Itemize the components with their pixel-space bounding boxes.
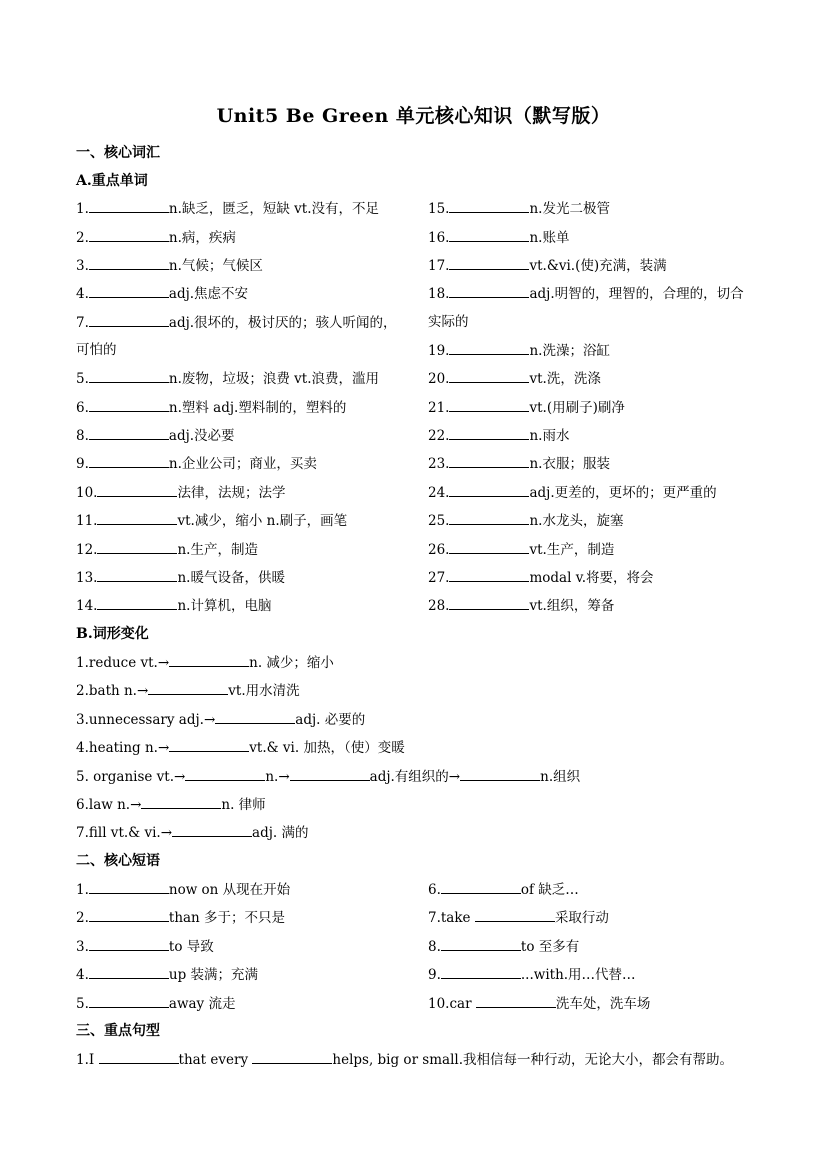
answer-blank[interactable] bbox=[89, 936, 169, 951]
list-item: 4.heating n.→ vt.& vi. 加热，（使）变暖 bbox=[76, 737, 405, 758]
answer-blank[interactable] bbox=[169, 737, 249, 752]
answer-blank[interactable] bbox=[215, 709, 295, 724]
list-item: 27. modal v.将要，将会 bbox=[428, 567, 654, 588]
page-title: Unit5 Be Green 单元核心知识（默写版） bbox=[216, 105, 611, 127]
list-item: 19. n.洗澡；浴缸 bbox=[428, 340, 610, 361]
answer-blank[interactable] bbox=[172, 822, 252, 837]
answer-blank[interactable] bbox=[441, 879, 521, 894]
answer-blank[interactable] bbox=[449, 368, 529, 383]
list-item: 13. n.暖气设备，供暖 bbox=[76, 567, 285, 588]
answer-blank[interactable] bbox=[449, 198, 529, 213]
answer-blank[interactable] bbox=[89, 397, 169, 412]
list-item: 12. n.生产，制造 bbox=[76, 539, 258, 560]
list-item: 5. away 流走 bbox=[76, 993, 235, 1014]
answer-blank[interactable] bbox=[89, 425, 169, 440]
answer-blank[interactable] bbox=[449, 425, 529, 440]
list-item: 2.bath n.→ vt.用水清洗 bbox=[76, 680, 300, 701]
list-item: 10. 法律，法规；法学 bbox=[76, 482, 285, 503]
answer-blank[interactable] bbox=[449, 567, 529, 582]
answer-blank[interactable] bbox=[476, 993, 556, 1008]
subsection-key-words: A.重点单词 bbox=[76, 173, 148, 189]
answer-blank[interactable] bbox=[89, 453, 169, 468]
answer-blank[interactable] bbox=[97, 595, 177, 610]
answer-blank[interactable] bbox=[449, 340, 529, 355]
answer-blank[interactable] bbox=[97, 567, 177, 582]
list-item: 9. ...with.用…代替… bbox=[428, 964, 636, 985]
answer-blank[interactable] bbox=[89, 312, 169, 327]
list-item: 25. n.水龙头，旋塞 bbox=[428, 510, 623, 531]
list-item: 11. vt.减少，缩小 n.刷子，画笔 bbox=[76, 510, 347, 531]
answer-blank[interactable] bbox=[460, 766, 540, 781]
list-item: 3. n.气候；气候区 bbox=[76, 255, 263, 276]
list-item: 5. n.废物，垃圾；浪费 vt.浪费，滥用 bbox=[76, 368, 379, 389]
list-item: 2. n.病，疾病 bbox=[76, 227, 236, 248]
list-item: 17. vt.&vi.(使)充满，装满 bbox=[428, 255, 667, 276]
answer-blank[interactable] bbox=[89, 368, 169, 383]
list-item: 7.take 采取行动 bbox=[428, 907, 609, 928]
list-item: 6. of 缺乏… bbox=[428, 879, 579, 900]
list-item: 2. than 多于；不只是 bbox=[76, 907, 285, 928]
list-item: 16. n.账单 bbox=[428, 227, 569, 248]
list-item: 14. n.计算机，电脑 bbox=[76, 595, 271, 616]
list-item: 4. adj.焦虑不安 bbox=[76, 283, 248, 304]
section-core-vocab: 一、核心词汇 bbox=[76, 145, 160, 161]
answer-blank[interactable] bbox=[449, 397, 529, 412]
answer-blank[interactable] bbox=[89, 879, 169, 894]
list-item: 21. vt.(用刷子)刷净 bbox=[428, 397, 625, 418]
list-item: 6.law n.→ n. 律师 bbox=[76, 794, 266, 815]
answer-blank[interactable] bbox=[89, 283, 169, 298]
list-item: 6. n.塑料 adj.塑料制的，塑料的 bbox=[76, 397, 346, 418]
list-item: 4. up 装满；充满 bbox=[76, 964, 258, 985]
answer-blank[interactable] bbox=[449, 283, 529, 298]
list-item: 15. n.发光二极管 bbox=[428, 198, 610, 219]
answer-blank[interactable] bbox=[89, 907, 169, 922]
subsection-word-forms: B.词形变化 bbox=[76, 626, 149, 642]
answer-blank[interactable] bbox=[89, 227, 169, 242]
answer-blank[interactable] bbox=[252, 1049, 332, 1064]
answer-blank[interactable] bbox=[449, 255, 529, 270]
answer-blank[interactable] bbox=[99, 1049, 179, 1064]
list-item: 7.fill vt.& vi.→ adj. 满的 bbox=[76, 822, 308, 843]
section-core-phrases: 二、核心短语 bbox=[76, 853, 160, 869]
list-item-continuation: 可怕的 bbox=[76, 342, 117, 358]
list-item: 23. n.衣服；服装 bbox=[428, 453, 610, 474]
list-item: 8. adj.没必要 bbox=[76, 425, 235, 446]
answer-blank[interactable] bbox=[441, 964, 521, 979]
answer-blank[interactable] bbox=[449, 539, 529, 554]
answer-blank[interactable] bbox=[97, 482, 177, 497]
answer-blank[interactable] bbox=[89, 198, 169, 213]
answer-blank[interactable] bbox=[148, 680, 228, 695]
list-item: 1. n.缺乏，匮乏，短缺 vt.没有，不足 bbox=[76, 198, 379, 219]
answer-blank[interactable] bbox=[185, 766, 265, 781]
answer-blank[interactable] bbox=[449, 595, 529, 610]
answer-blank[interactable] bbox=[169, 652, 249, 667]
list-item: 24. adj.更差的，更坏的；更严重的 bbox=[428, 482, 717, 503]
list-item: 28. vt.组织，筹备 bbox=[428, 595, 614, 616]
list-item: 1.reduce vt.→ n. 减少；缩小 bbox=[76, 652, 334, 673]
list-item: 10.car 洗车处，洗车场 bbox=[428, 993, 650, 1014]
list-item-continuation: 实际的 bbox=[428, 314, 469, 330]
answer-blank[interactable] bbox=[449, 227, 529, 242]
answer-blank[interactable] bbox=[89, 255, 169, 270]
list-item: 5. organise vt.→ n.→ adj.有组织的→ n.组织 bbox=[76, 766, 580, 787]
sentence-item: 1.I that every helps, big or small.我相信每一种行动，无论大小，都会有帮助。 bbox=[76, 1049, 733, 1070]
section-key-sentences: 三、重点句型 bbox=[76, 1023, 160, 1039]
list-item: 3. to 导致 bbox=[76, 936, 214, 957]
list-item: 20. vt.洗，洗涤 bbox=[428, 368, 601, 389]
answer-blank[interactable] bbox=[449, 510, 529, 525]
answer-blank[interactable] bbox=[141, 794, 221, 809]
list-item: 8. to 至多有 bbox=[428, 936, 579, 957]
answer-blank[interactable] bbox=[449, 453, 529, 468]
list-item: 26. vt.生产，制造 bbox=[428, 539, 614, 560]
answer-blank[interactable] bbox=[89, 964, 169, 979]
list-item: 7. adj.很坏的，极讨厌的；骇人听闻的， bbox=[76, 312, 397, 333]
answer-blank[interactable] bbox=[475, 907, 555, 922]
list-item: 9. n.企业公司；商业，买卖 bbox=[76, 453, 317, 474]
list-item: 22. n.雨水 bbox=[428, 425, 569, 446]
answer-blank[interactable] bbox=[97, 539, 177, 554]
list-item: 1. now on 从现在开始 bbox=[76, 879, 290, 900]
list-item: 18. adj.明智的，理智的，合理的，切合 bbox=[428, 283, 744, 304]
answer-blank[interactable] bbox=[89, 993, 169, 1008]
list-item: 3.unnecessary adj.→ adj. 必要的 bbox=[76, 709, 365, 730]
answer-blank[interactable] bbox=[97, 510, 177, 525]
answer-blank[interactable] bbox=[441, 936, 521, 951]
answer-blank[interactable] bbox=[290, 766, 370, 781]
answer-blank[interactable] bbox=[449, 482, 529, 497]
